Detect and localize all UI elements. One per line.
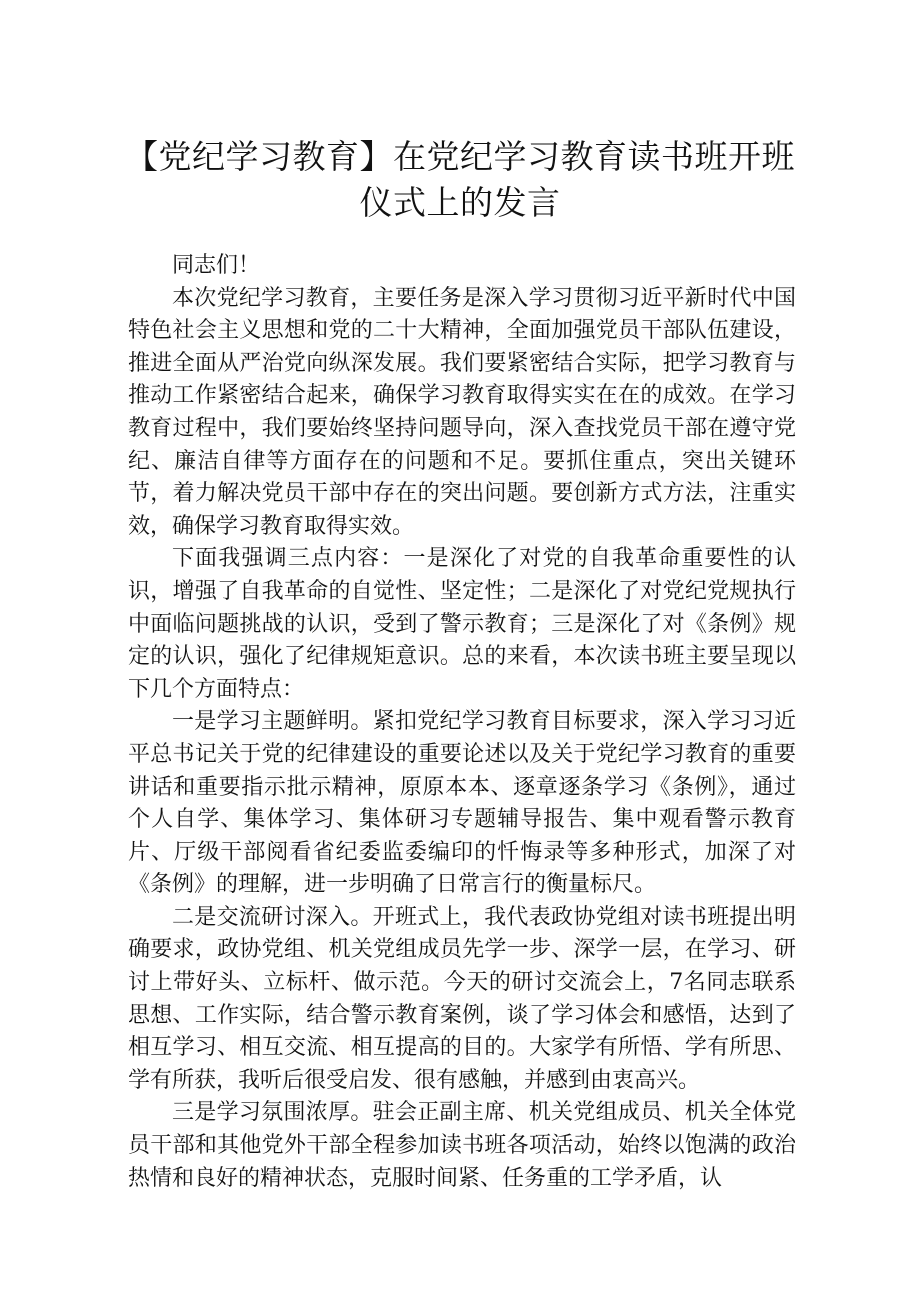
body-paragraph-intro: 本次党纪学习教育，主要任务是深入学习贯彻习近平新时代中国特色社会主义思想和党的二十大精神，全面加强党员干部队伍建设，推进全面从严治党向纵深发展。我们要紧密结合实际，把学习教育与推动工作紧密结合起来，确保学习教育取得实实在在的成效。在学习教育过程中，我们要始终坚持问题导向，深入查找党员干部在遵守党纪、廉洁自律等方面存在的问题和不足。要抓住重点，突出关键环节，着力解决党员干部中存在的突出问题。要创新方式方法，注重实效，确保学习教育取得实效。	[128, 285, 796, 539]
body-paragraph-three-points: 下面我强调三点内容：一是深化了对党的自我革命重要性的认识，增强了自我革命的自觉性、坚定性；二是深化了对党纪党规执行中面临问题挑战的认识，受到了警示教育；三是深化了对《条例》规定的认识，强化了纪律规矩意识。总的来看，本次读书班主要呈现以下几个方面特点：	[128, 546, 796, 702]
body-paragraph-feature-one: 一是学习主题鲜明。紧扣党纪学习教育目标要求，深入学习习近平总书记关于党的纪律建设的重要论述以及关于党纪学习教育的重要讲话和重要指示批示精神，原原本本、逐章逐条学习《条例》，通过个人自学、集体学习、集体研习专题辅导报告、集中观看警示教育片、厅级干部阅看省纪委监委编印的忏悔录等多种形式，加深了对《条例》的理解，进一步明确了日常言行的衡量标尺。	[128, 709, 796, 898]
document-body	[128, 250, 796, 1195]
body-paragraph-feature-two: 二是交流研讨深入。开班式上，我代表政协党组对读书班提出明确要求，政协党组、机关党组成员先学一步、深学一层，在学习、研讨上带好头、立标杆、做示范。今天的研讨交流会上，7名同志联系思想、工作实际，结合警示教育案例，谈了学习体会和感悟，达到了相互学习、相互交流、相互提高的目的。大家学有所悟、学有所思、学有所获，我听后很受启发、很有感触，并感到由衷高兴。	[128, 904, 796, 1093]
document-title: 【党纪学习教育】在党纪学习教育读书班开班仪式上的发言	[125, 137, 795, 222]
body-paragraph-feature-three: 三是学习氛围浓厚。驻会正副主席、机关党组成员、机关全体党员干部和其他党外干部全程参加读书班各项活动，始终以饱满的政治热情和良好的精神状态，克服时间紧、任务重的工学矛盾，认	[128, 1100, 796, 1191]
salutation: 同志们！	[172, 253, 261, 278]
